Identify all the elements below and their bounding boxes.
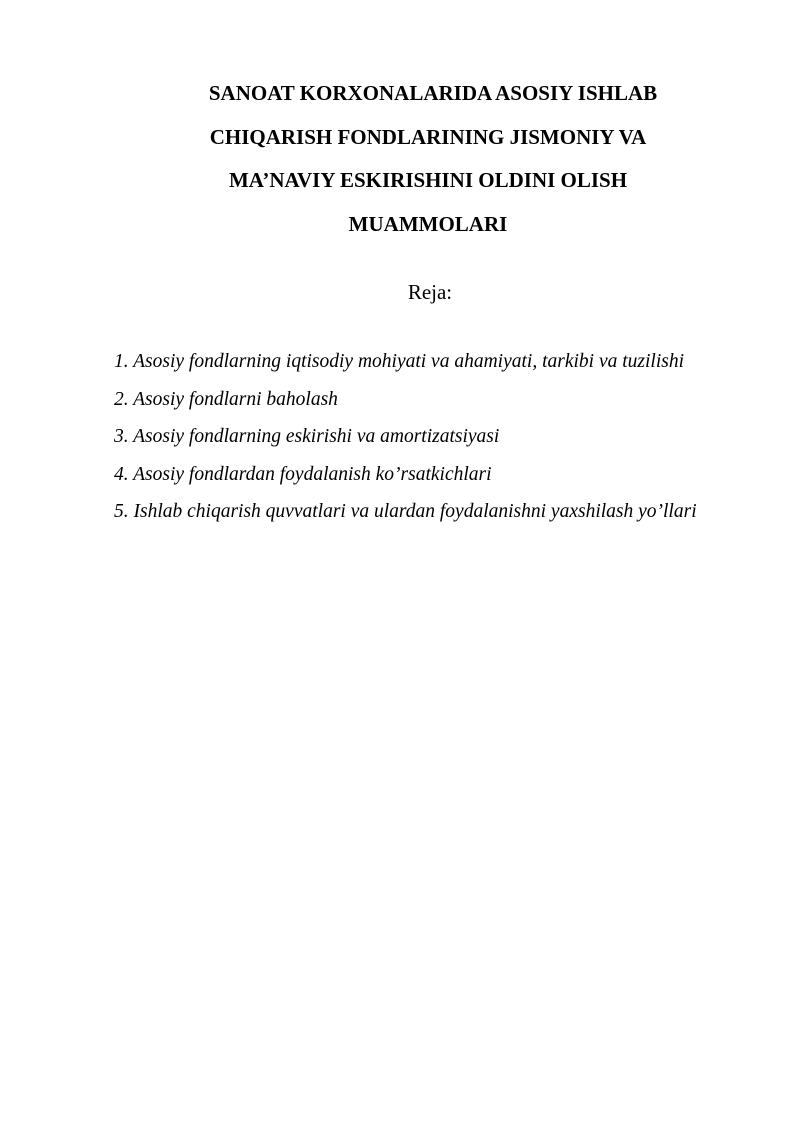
plan-item-2: 2. Asosiy fondlarni baholash (114, 388, 338, 410)
plan-item-5: 5. Ishlab chiqarish quvvatlari va ulardan foydalanishni yaxshilash yo’llari (114, 501, 697, 522)
document-title (150, 72, 706, 246)
title-line-2: CHIQARISH FONDLARINING JISMONIY VA (209, 124, 647, 149)
plan-item-3: 3. Asosiy fondlarning eskirishi va amortizatsiyasi (114, 426, 500, 447)
plan-heading: Reja: (407, 280, 453, 304)
plan-item-1: 1. Asosiy fondlarning iqtisodiy mohiyati va ahamiyati, tarkibi va tuzilishi (114, 351, 684, 372)
plan-item-4: 4. Asosiy fondlardan foydalanish ko’rsatkichlari (114, 463, 492, 485)
title-line-3: MA’NAVIY ESKIRISHINI OLDINI OLISH (228, 168, 628, 192)
title-line-4: MUAMMOLARI (348, 211, 508, 236)
title-line-1: SANOAT KORXONALARIDA ASOSIY ISHLAB (208, 81, 658, 105)
plan-list (114, 343, 714, 531)
